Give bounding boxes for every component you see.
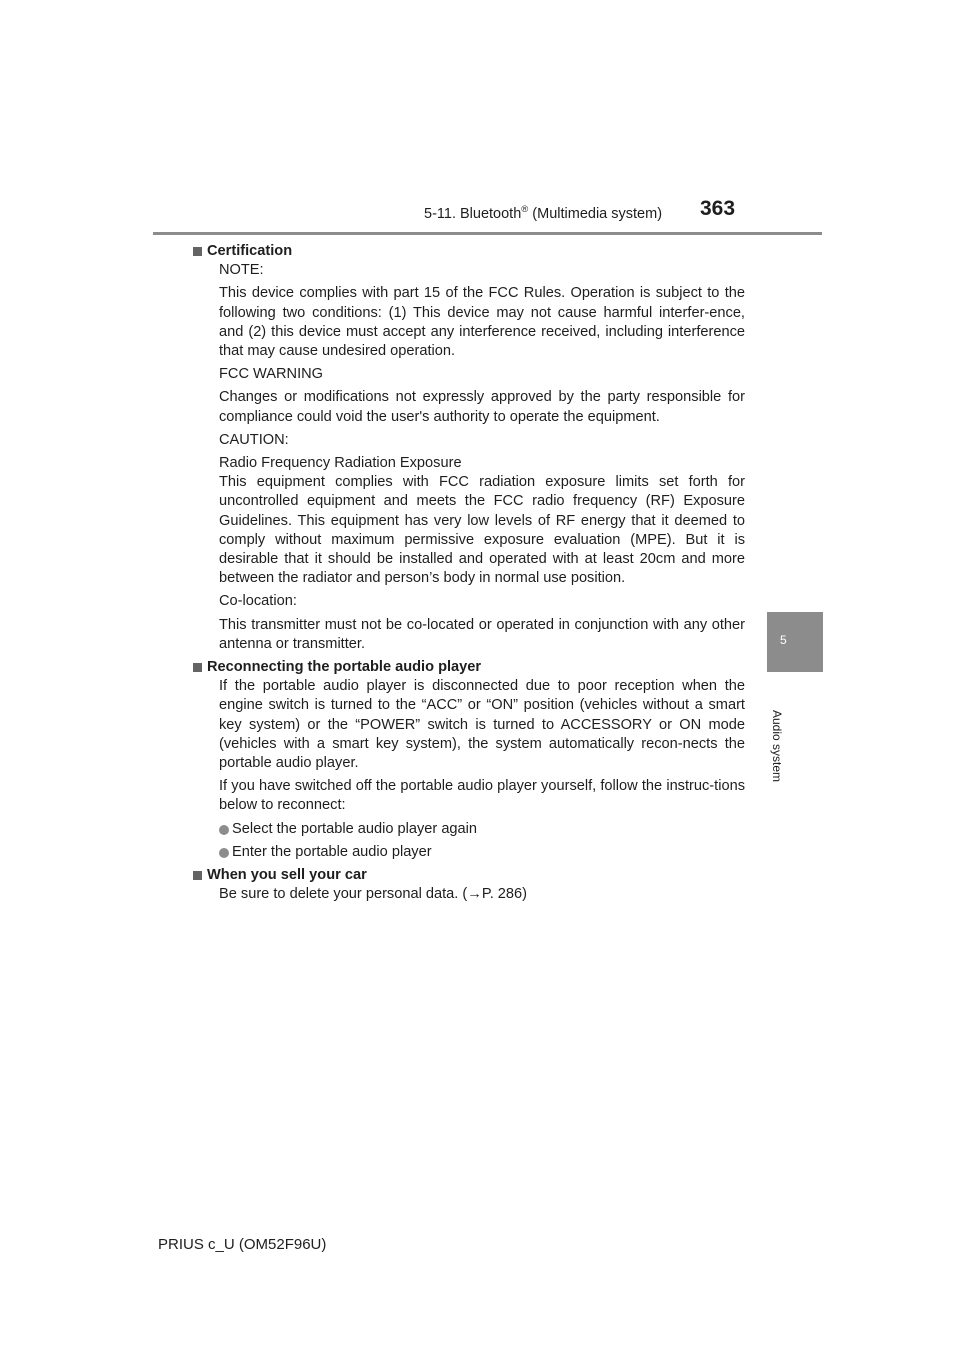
main-content: [207, 242, 745, 909]
chapter-label: Audio system: [770, 710, 784, 783]
list-item: Enter the portable audio player: [219, 843, 745, 862]
list-item: Select the portable audio player again: [219, 820, 745, 839]
colocation-text: This transmitter must not be co-located or operated in conjunction with any other antenna or transmitter.: [219, 616, 745, 652]
reconnecting-text-2: If you have switched off the portable audio player yourself, follow the instruc-tions below to reconnect:: [219, 778, 745, 814]
section-title: 5-11. Bluetooth® (Multimedia system): [424, 204, 663, 222]
circle-bullet-icon: [219, 848, 229, 858]
model-footer: PRIUS c_U (OM52F96U): [158, 1236, 327, 1253]
caution-title: Radio Frequency Radiation Exposure: [219, 455, 462, 472]
square-bullet-icon: [193, 871, 202, 880]
fcc-text: Changes or modifications not expressly approved by the party responsible for compliance could void the user's authority to operate the equipment.: [219, 389, 745, 425]
header-rule: [153, 232, 822, 235]
note-text: This device complies with part 15 of the FCC Rules. Operation is subject to the following two conditions: (1) This device may not cause harmful interfer-ence, and (2) this device must accept any interference received, including interference that may cause undesired operation.: [219, 285, 745, 360]
square-bullet-icon: [193, 663, 202, 672]
page-number: 363: [700, 197, 736, 220]
fcc-label: FCC WARNING: [219, 366, 324, 383]
square-bullet-icon: [193, 247, 202, 256]
sell-text: Be sure to delete your personal data. (→P. 286): [219, 886, 528, 903]
reconnecting-heading: Reconnecting the portable audio player: [207, 658, 745, 677]
caution-label: CAUTION:: [219, 431, 289, 448]
chapter-number: 5: [780, 633, 787, 647]
chapter-tab[interactable]: [767, 612, 823, 672]
reconnecting-text-1: If the portable audio player is disconnected due to poor reception when the engine switch is turned to the “ACC” or “ON” position (vehicles without a smart key system) or the “POWER” switch is turned to ACCESSORY or ON mode (vehicles with a smart key system), the system automatically recon-nects the portable audio player.: [219, 678, 745, 772]
note-label: NOTE:: [219, 262, 264, 279]
sell-heading: When you sell your car: [207, 866, 745, 885]
circle-bullet-icon: [219, 825, 229, 835]
colocation-label: Co-location:: [219, 593, 297, 610]
caution-text: This equipment complies with FCC radiation exposure limits set forth for uncontrolled equipment and meets the FCC radio frequency (RF) Exposure Guidelines. This equipment has very low levels of RF energy that it deemed to comply without maximum permissive exposure evaluation (MPE). But it is desirable that it should be installed and operated with at least 20cm and more between the radiator and person’s body in normal use position.: [219, 474, 745, 587]
certification-heading: Certification: [207, 242, 745, 261]
registered-mark: ®: [521, 204, 529, 215]
